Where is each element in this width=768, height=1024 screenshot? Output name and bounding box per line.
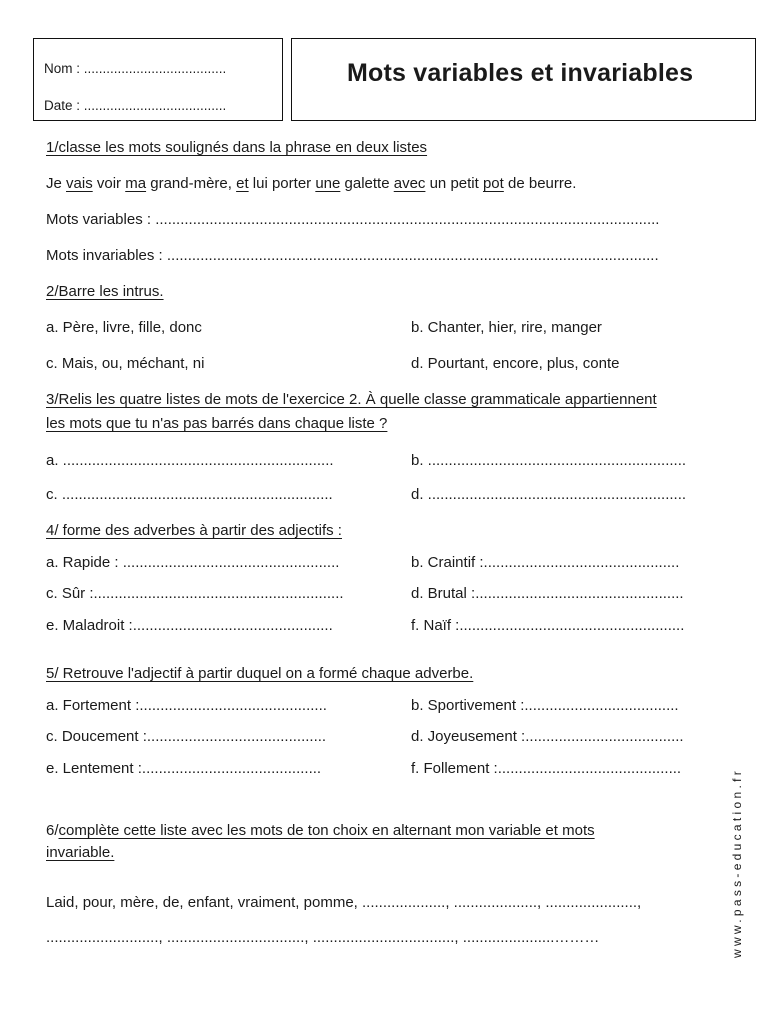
ex2-item-d[interactable]: d. Pourtant, encore, plus, conte <box>411 355 620 372</box>
ex4-item-f[interactable]: f. Naïf :...................................................... <box>411 617 685 634</box>
site-watermark: www.pass-education.fr <box>730 767 744 958</box>
underlined-word: avec <box>393 175 426 192</box>
ex3-answer-b[interactable]: b. .............................................................. <box>411 452 687 469</box>
ex5-item-e[interactable]: e. Lentement :........................................... <box>46 760 322 777</box>
ex6-heading-text: complète cette liste avec les mots de ton choix en alternant mon variable et mots <box>58 822 595 839</box>
title-box <box>291 38 756 121</box>
sentence-part: un petit <box>425 175 483 192</box>
underlined-word: vais <box>66 175 93 192</box>
sentence-part: grand-mère, <box>146 175 237 192</box>
name-field[interactable]: Nom : ...................................... <box>44 61 227 76</box>
ex5-item-c[interactable]: c. Doucement :........................................... <box>46 728 327 745</box>
ex4-item-a[interactable]: a. Rapide : .................................................... <box>46 554 340 571</box>
sentence-part: galette <box>340 175 394 192</box>
page-title: Mots variables et invariables <box>347 59 694 87</box>
ex2-item-c[interactable]: c. Mais, ou, méchant, ni <box>46 355 205 372</box>
ex6-number: 6/ <box>46 822 59 839</box>
ex2-item-b[interactable]: b. Chanter, hier, rire, manger <box>411 319 602 336</box>
ex1-invariables-line[interactable]: Mots invariables : ...................................................................................................................... <box>46 247 659 264</box>
ex3-heading-line1: 3/Relis les quatre listes de mots de l'exercice 2. À quelle classe grammaticale appartiennent <box>46 391 657 408</box>
ex6-word-list-line1[interactable]: Laid, pour, mère, de, enfant, vraiment, pomme, ...................., ...................., ......................, <box>46 894 642 911</box>
ex3-answer-d[interactable]: d. .............................................................. <box>411 486 687 503</box>
underlined-word: et <box>236 175 249 192</box>
ex3-answer-a[interactable]: a. ................................................................. <box>46 452 334 469</box>
ex3-answer-c[interactable]: c. ................................................................. <box>46 486 333 503</box>
sentence-part: lui porter <box>248 175 316 192</box>
ex5-item-a[interactable]: a. Fortement :............................................. <box>46 697 327 714</box>
ex1-heading: 1/classe les mots soulignés dans la phrase en deux listes <box>46 139 428 156</box>
ex5-item-b[interactable]: b. Sportivement :..................................... <box>411 697 679 714</box>
ex4-heading: 4/ forme des adverbes à partir des adjectifs : <box>46 522 342 539</box>
ex1-variables-line[interactable]: Mots variables : ......................................................................................................................... <box>46 211 660 228</box>
ex4-item-c[interactable]: c. Sûr :............................................................ <box>46 585 344 602</box>
underlined-word: une <box>315 175 341 192</box>
ex6-heading-line2: invariable. <box>46 844 115 861</box>
ex6-word-list-line2[interactable]: ..........................., ................................., .................................., ......................……… <box>46 929 600 946</box>
ex4-item-b[interactable]: b. Craintif :............................................... <box>411 554 680 571</box>
date-field[interactable]: Date : ...................................... <box>44 98 227 113</box>
ex4-item-e[interactable]: e. Maladroit :................................................ <box>46 617 333 634</box>
name-date-box <box>33 38 283 121</box>
ex5-item-d[interactable]: d. Joyeusement :...................................... <box>411 728 684 745</box>
sentence-part: Je <box>46 175 67 192</box>
ex2-heading: 2/Barre les intrus. <box>46 283 164 300</box>
ex4-item-d[interactable]: d. Brutal :.................................................. <box>411 585 684 602</box>
ex1-sentence <box>46 174 576 194</box>
ex5-heading: 5/ Retrouve l'adjectif à partir duquel on a formé chaque adverbe. <box>46 665 474 682</box>
ex3-heading-line2: les mots que tu n'as pas barrés dans chaque liste ? <box>46 415 388 432</box>
sentence-part: de beurre. <box>503 175 577 192</box>
ex2-item-a[interactable]: a. Père, livre, fille, donc <box>46 319 202 336</box>
underlined-word: ma <box>125 175 147 192</box>
ex6-heading-line1 <box>46 821 595 841</box>
sentence-part: voir <box>92 175 126 192</box>
ex5-item-f[interactable]: f. Follement :............................................ <box>411 760 682 777</box>
underlined-word: pot <box>482 175 504 192</box>
